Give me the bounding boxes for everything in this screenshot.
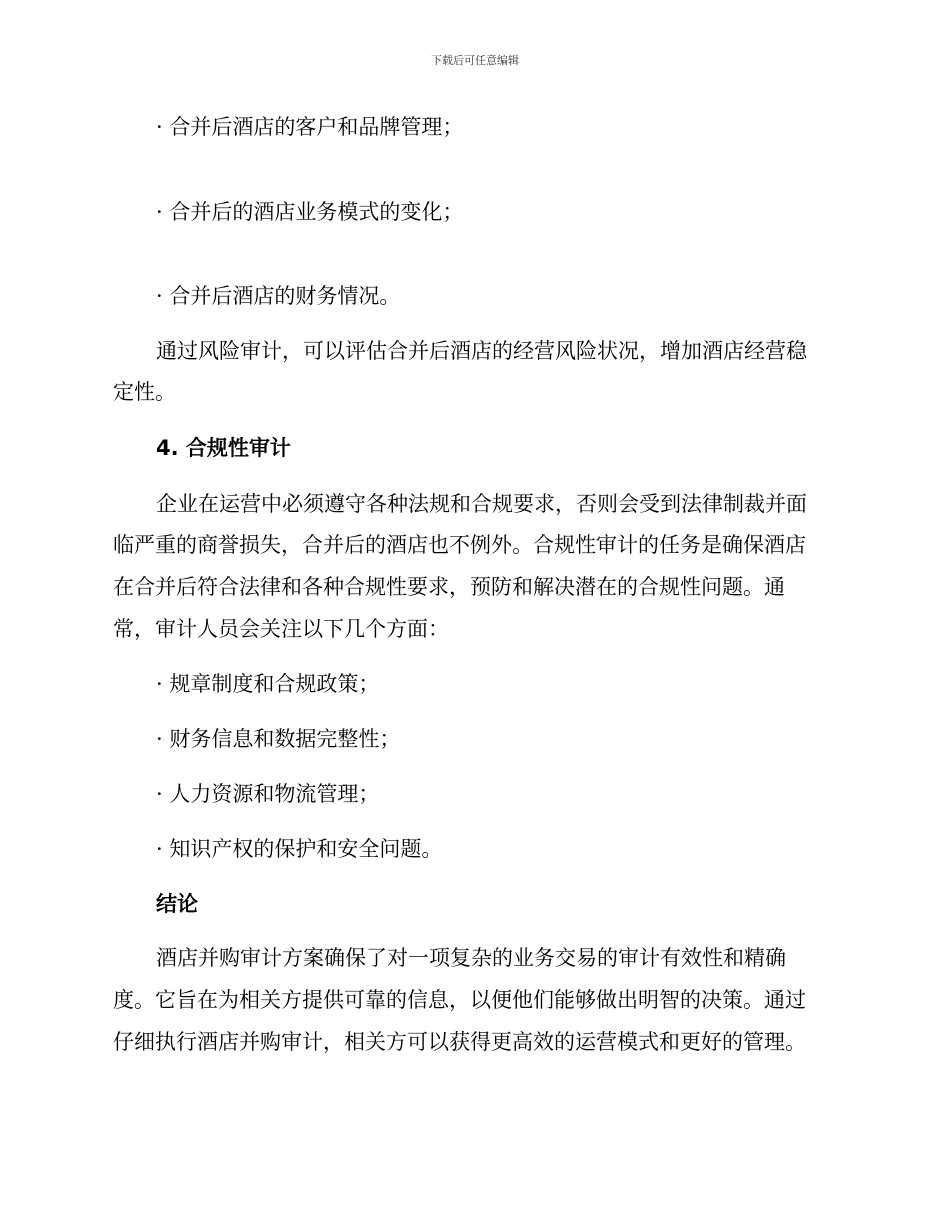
bullet-item: · 规章制度和合规政策； <box>156 672 380 696</box>
paragraph-line: 临严重的商誉损失，合并后的酒店也不例外。合规性审计的任务是确保酒店 <box>113 533 806 557</box>
bullet-item: · 知识产权的保护和安全问题。 <box>156 837 443 861</box>
paragraph-line: 常，审计人员会关注以下几个方面： <box>113 617 449 641</box>
bullet-item: · 合并后酒店的财务情况。 <box>156 284 401 308</box>
paragraph-line: 定性。 <box>113 380 176 404</box>
paragraph-line: 度。它旨在为相关方提供可靠的信息，以便他们能够做出明智的决策。通过 <box>113 988 806 1012</box>
section-heading: 结论 <box>156 892 198 916</box>
section-heading: 4. 合规性审计 <box>156 436 291 460</box>
paragraph-line: 通过风险审计，可以评估合并后酒店的经营风险状况，增加酒店经营稳 <box>156 339 807 363</box>
bullet-item: · 人力资源和物流管理； <box>156 782 380 806</box>
paragraph-line: 在合并后符合法律和各种合规性要求，预防和解决潜在的合规性问题。通 <box>113 575 785 599</box>
bullet-item: · 合并后酒店的客户和品牌管理； <box>156 115 464 139</box>
bullet-item: · 合并后的酒店业务模式的变化； <box>156 200 464 224</box>
bullet-item: · 财务信息和数据完整性； <box>156 727 401 751</box>
paragraph-line: 仔细执行酒店并购审计，相关方可以获得更高效的运营模式和更好的管理。 <box>113 1030 806 1054</box>
paragraph-line: 酒店并购审计方案确保了对一项复杂的业务交易的审计有效性和精确 <box>156 946 786 970</box>
page-header: 下载后可任意编辑 <box>431 54 519 67</box>
paragraph-line: 企业在运营中必须遵守各种法规和合规要求，否则会受到法律制裁并面 <box>156 492 807 516</box>
